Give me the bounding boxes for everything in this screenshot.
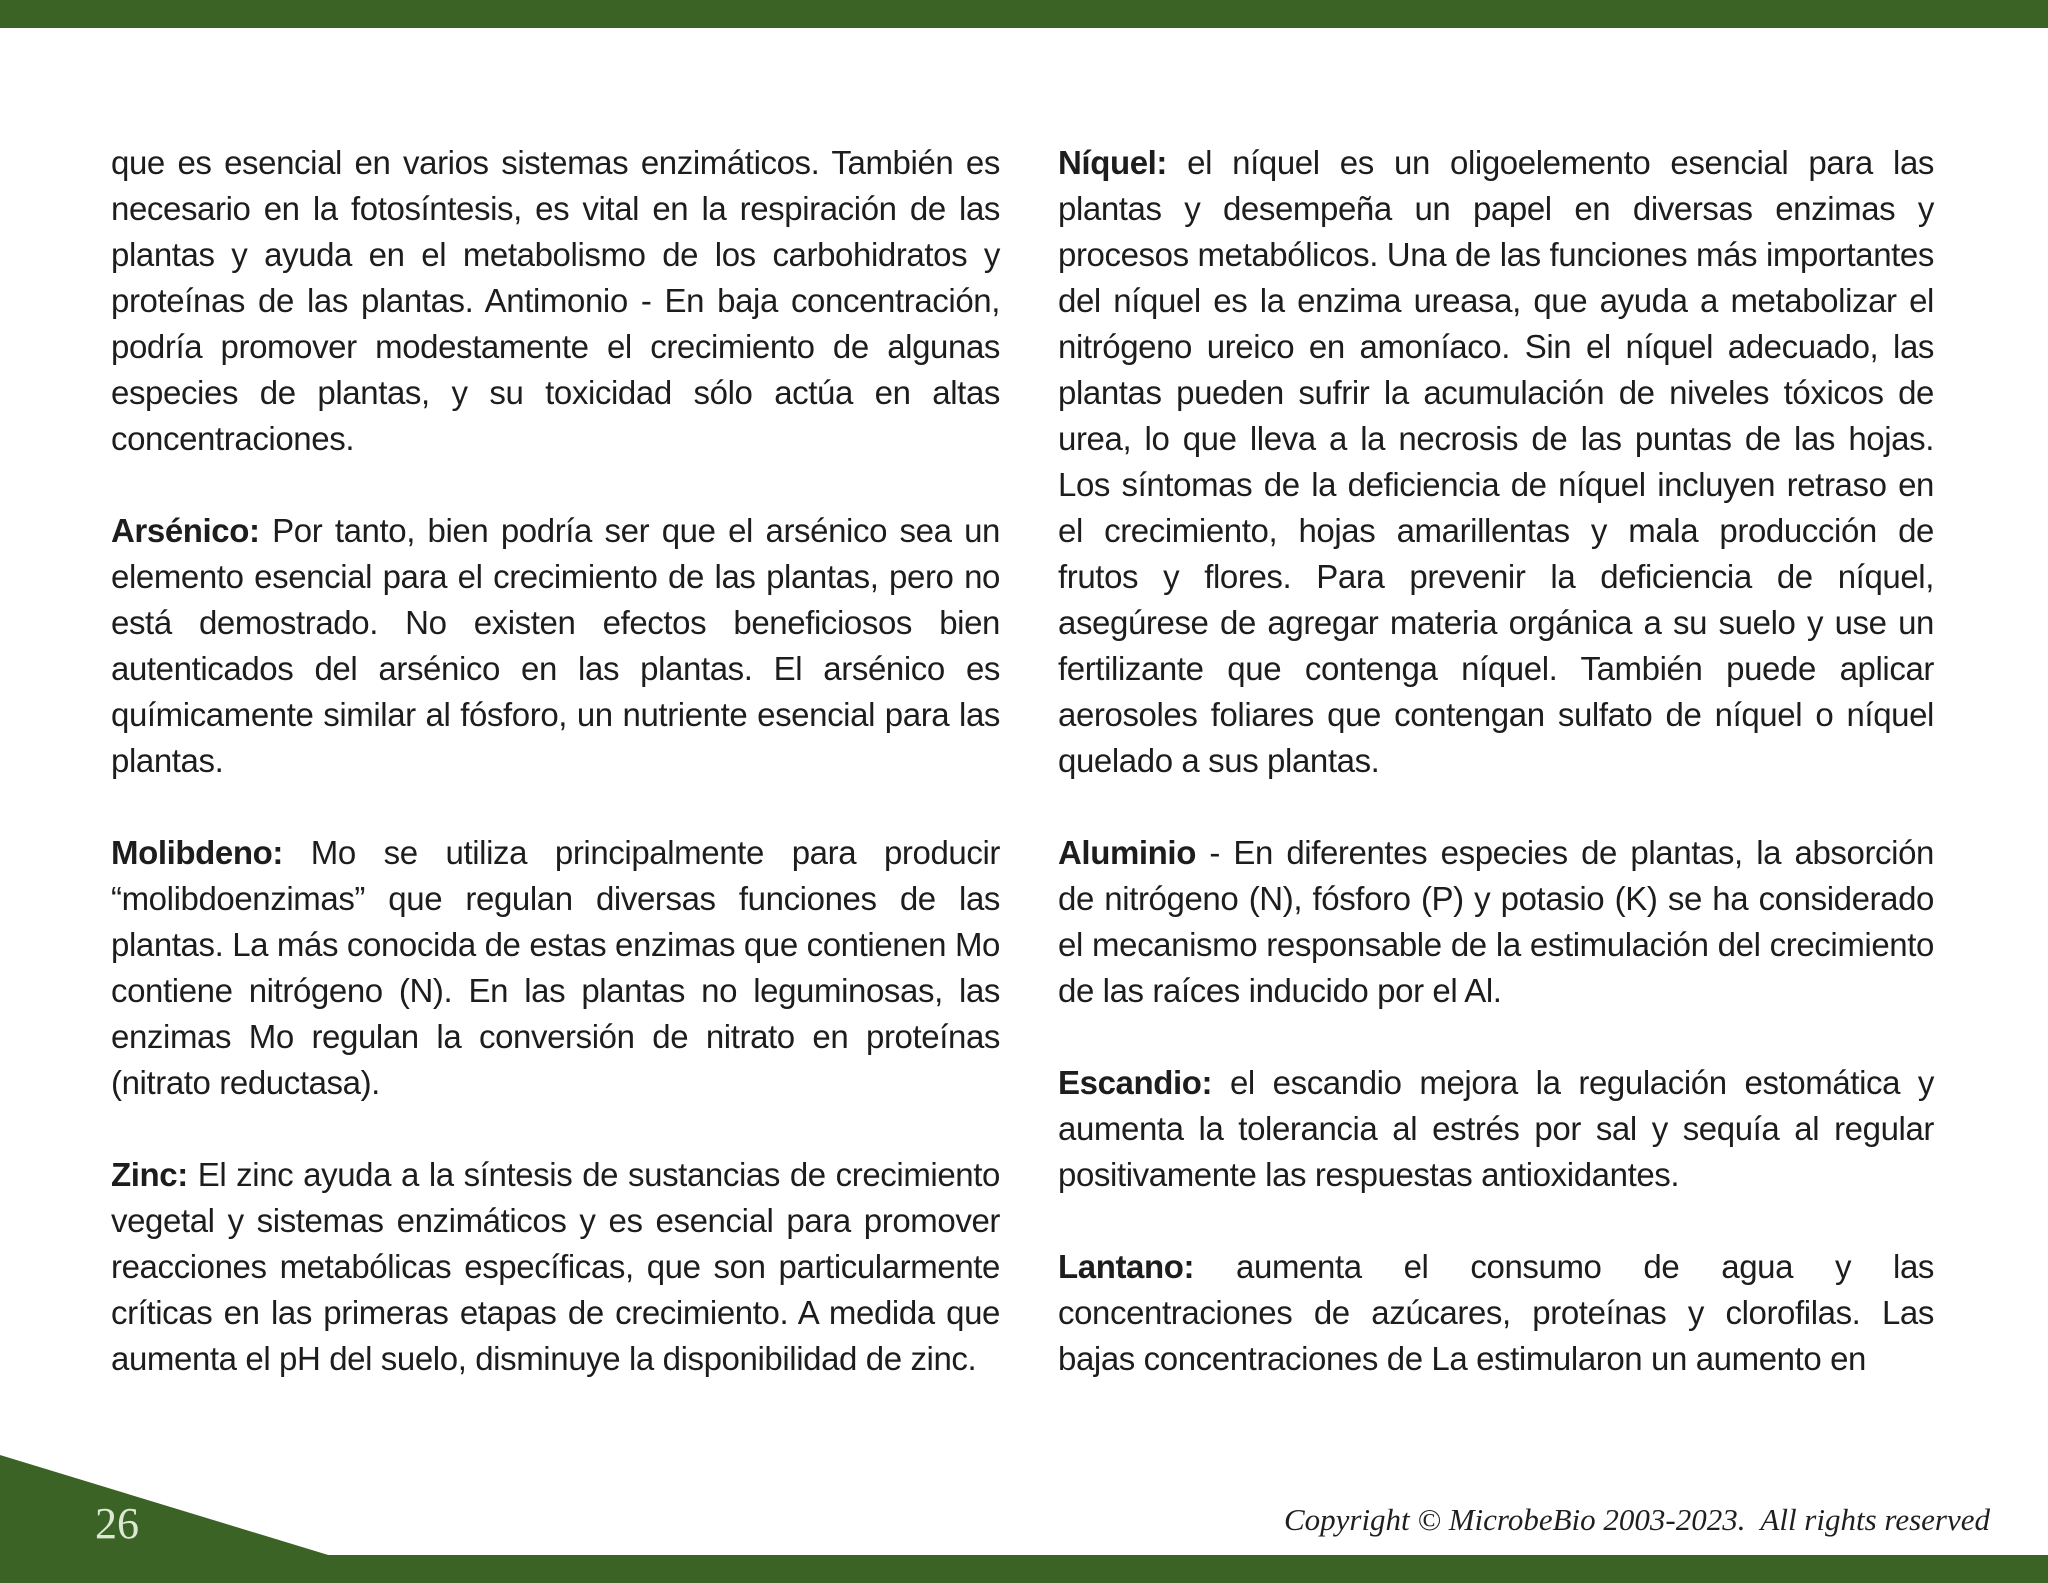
term-lead-arsenico: Arsénico: (111, 512, 260, 549)
paragraph-text: Por tanto, bien podría ser que el arsénico sea un elemento esencial para el crecimiento de las plantas, pero no está demostrado. No existen efectos beneficiosos bien autenticados del arsénico en las plantas. El arsénico es químicamente similar al fósforo, un nutriente esencial para las plantas. (111, 512, 1000, 779)
term-lead-aluminio: Aluminio (1058, 834, 1196, 871)
paragraph (1058, 1244, 1934, 1382)
term-lead-zinc: Zinc: (111, 1156, 188, 1193)
term-lead-molibdeno: Molibdeno: (111, 834, 283, 871)
paragraph (111, 830, 1000, 1106)
paragraph-text: el escandio mejora la regulación estomática y aumenta la tolerancia al estrés por sal y sequía al regular positivamente las respuestas antioxidantes. (1058, 1064, 1934, 1193)
paragraph (111, 140, 1000, 462)
right-column (1058, 140, 1934, 1382)
paragraph (111, 508, 1000, 784)
bottom-band (0, 1555, 2048, 1583)
paragraph-text: que es esencial en varios sistemas enzimáticos. También es necesario en la fotosíntesis, es vital en la respiración de las plantas y ayuda en el metabolismo de los carbohidratos y proteínas de las plantas. Antimonio - En baja concentración, podría promover modestamente el crecimiento de algunas especies de plantas, y su toxicidad sólo actúa en altas concentraciones. (111, 144, 1000, 457)
paragraph (1058, 1060, 1934, 1198)
left-column (111, 140, 1000, 1382)
term-lead-lantano: Lantano: (1058, 1248, 1195, 1285)
page-number: 26 (95, 1499, 139, 1548)
paragraph-text: el níquel es un oligoelemento esencial para las plantas y desempeña un papel en diversas enzimas y procesos metabólicos. Una de las funciones más importantes del níquel es la enzima ureasa, que ayuda a metabolizar el nitrógeno ureico en amoníaco. Sin el níquel adecuado, las plantas pueden sufrir la acumulación de niveles tóxicos de urea, lo que lleva a la necrosis de las puntas de las hojas. Los síntomas de la deficiencia de níquel incluyen retraso en el crecimiento, hojas amarillentas y mala producción de frutos y flores. Para prevenir la deficiencia de níquel, asegúrese de agregar materia orgánica a su suelo y use un fertilizante que contenga níquel. También puede aplicar aerosoles foliares que contengan sulfato de níquel o níquel quelado a sus plantas. (1058, 144, 1934, 779)
paragraph (1058, 140, 1934, 784)
paragraph-text: El zinc ayuda a la síntesis de sustancias de crecimiento vegetal y sistemas enzimáticos y es esencial para promover reacciones metabólicas específicas, que son particularmente críticas en las primeras etapas de crecimiento. A medida que aumenta el pH del suelo, disminuye la disponibilidad de zinc. (111, 1156, 1000, 1377)
paragraph-text: - En diferentes especies de plantas, la absorción de nitrógeno (N), fósforo (P) y potasio (K) se ha considerado el mecanismo responsable de la estimulación del crecimiento de las raíces inducido por el Al. (1058, 834, 1934, 1009)
paragraph (111, 1152, 1000, 1382)
term-lead-niquel: Níquel: (1058, 144, 1168, 181)
paragraph (1058, 830, 1934, 1014)
copyright-text: Copyright © MicrobeBio 2003-2023. All rights reserved (1283, 1502, 1990, 1537)
top-band (0, 0, 2048, 28)
paragraph-text: Mo se utiliza principalmente para producir “molibdoenzimas” que regulan diversas funciones de las plantas. La más conocida de estas enzimas que contienen Mo contiene nitrógeno (N). En las plantas no leguminosas, las enzimas Mo regulan la conversión de nitrato en proteínas (nitrato reductasa). (111, 834, 1000, 1101)
paragraph-text: aumenta el consumo de agua y las concentraciones de azúcares, proteínas y clorofilas. Las bajas concentraciones de La estimularon un aumento en (1058, 1248, 1934, 1377)
term-lead-escandio: Escandio: (1058, 1064, 1213, 1101)
